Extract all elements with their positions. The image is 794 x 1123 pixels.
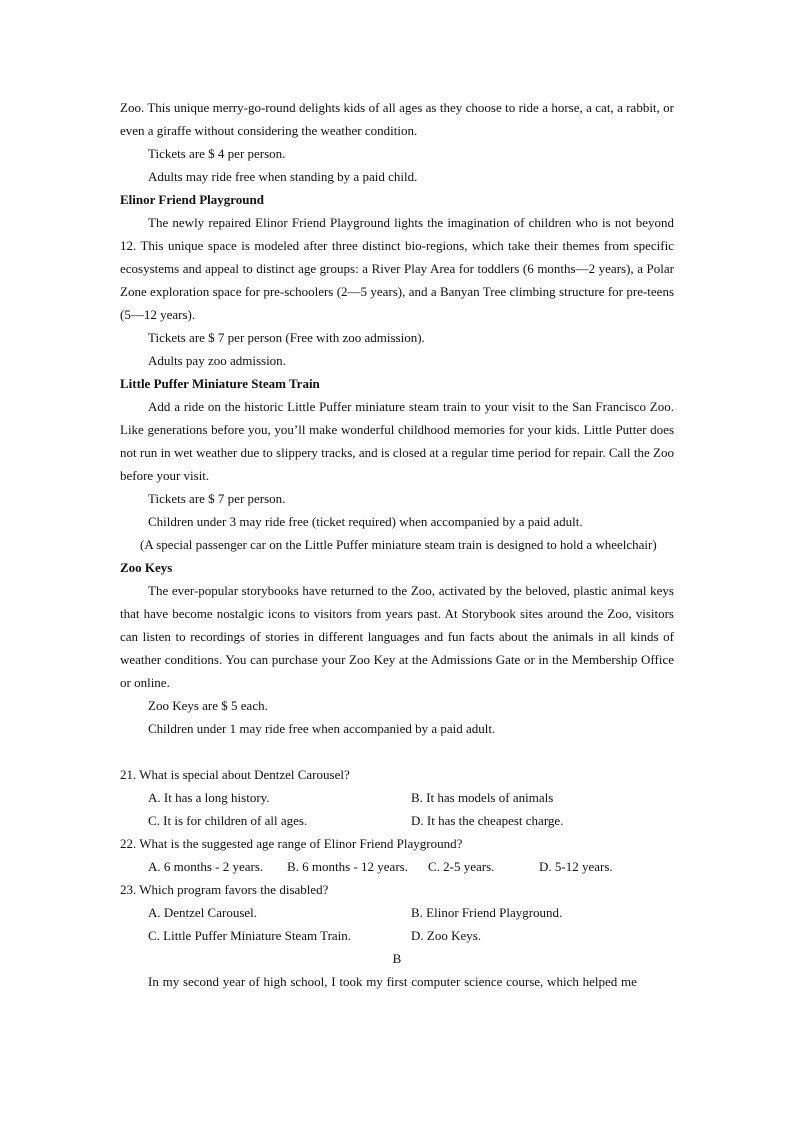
question-stem: 23. Which program favors the disabled? — [120, 882, 329, 897]
playground-body: The newly repaired Elinor Friend Playground lights the imagination of children who is not beyond 12. This unique space is modeled after three distinct bio-regions, which take their themes from specific ecosystems and appeal to distinct age groups: a River Play Area for toddlers (6 months—2 years), a Polar Zone exploration space for pre-schoolers (2—5 years), and a Banyan Tree climbing structure for pre-teens (5—12 years). — [120, 215, 674, 322]
option-d: D. It has the cheapest charge. — [411, 813, 564, 828]
playground-tickets: Tickets are $ 7 per person (Free with zoo admission). — [148, 330, 425, 345]
document-page — [120, 96, 674, 993]
train-body: Add a ride on the historic Little Puffer miniature steam train to your visit to the San Francisco Zoo. Like generations before you, you’ll make wonderful childhood memories for your kids. Little Putter does not run in wet weather due to slippery tracks, and is closed at a regular time period for repair. Call the Zoo before your visit. — [120, 399, 674, 483]
option-c: C. 2-5 years. — [428, 859, 495, 874]
playground-adults: Adults pay zoo admission. — [148, 353, 286, 368]
option-b: B. 6 months - 12 years. — [287, 859, 408, 874]
question-options-row — [120, 786, 674, 809]
keys-children: Children under 1 may ride free when accompanied by a paid adult. — [148, 721, 496, 736]
question-options-row — [120, 901, 674, 924]
carousel-adults: Adults may ride free when standing by a paid child. — [148, 169, 418, 184]
question-options-row — [120, 809, 674, 832]
question-options-row — [120, 924, 674, 947]
option-b: B. Elinor Friend Playground. — [411, 905, 563, 920]
option-a: A. 6 months - 2 years. — [148, 859, 264, 874]
spacer — [120, 740, 674, 763]
train-note: (A special passenger car on the Little Puffer miniature steam train is designed to hold a wheelchair) — [140, 537, 657, 552]
option-c: C. Little Puffer Miniature Steam Train. — [148, 928, 352, 943]
option-b: B. It has models of animals — [411, 790, 554, 805]
question-stem: 22. What is the suggested age range of Elinor Friend Playground? — [120, 836, 463, 851]
keys-heading: Zoo Keys — [120, 560, 173, 575]
carousel-tickets: Tickets are $ 4 per person. — [148, 146, 286, 161]
question-options-row — [120, 855, 674, 878]
train-heading: Little Puffer Miniature Steam Train — [120, 376, 320, 391]
keys-price: Zoo Keys are $ 5 each. — [148, 698, 268, 713]
section-b-opening: In my second year of high school, I took my first computer science course, which helped me — [148, 974, 637, 989]
option-d: D. 5-12 years. — [539, 859, 613, 874]
keys-body: The ever-popular storybooks have returned to the Zoo, activated by the beloved, plastic animal keys that have become nostalgic icons to visitors from years past. At Storybook sites around the Zoo, visitors can listen to recordings of stories in different languages and fun facts about the animals in all kinds of weather conditions. You can purchase your Zoo Key at the Admissions Gate or in the Membership Office or online. — [120, 583, 674, 690]
carousel-intro: Zoo. This unique merry-go-round delights kids of all ages as they choose to ride a horse, a cat, a rabbit, or even a giraffe without considering the weather condition. — [120, 100, 674, 138]
train-children: Children under 3 may ride free (ticket required) when accompanied by a paid adult. — [148, 514, 583, 529]
option-a: A. Dentzel Carousel. — [148, 905, 258, 920]
option-c: C. It is for children of all ages. — [148, 813, 308, 828]
section-label: B — [392, 951, 402, 966]
option-d: D. Zoo Keys. — [411, 928, 482, 943]
option-a: A. It has a long history. — [148, 790, 270, 805]
playground-heading: Elinor Friend Playground — [120, 192, 264, 207]
train-tickets: Tickets are $ 7 per person. — [148, 491, 286, 506]
question-stem: 21. What is special about Dentzel Carousel? — [120, 767, 350, 782]
